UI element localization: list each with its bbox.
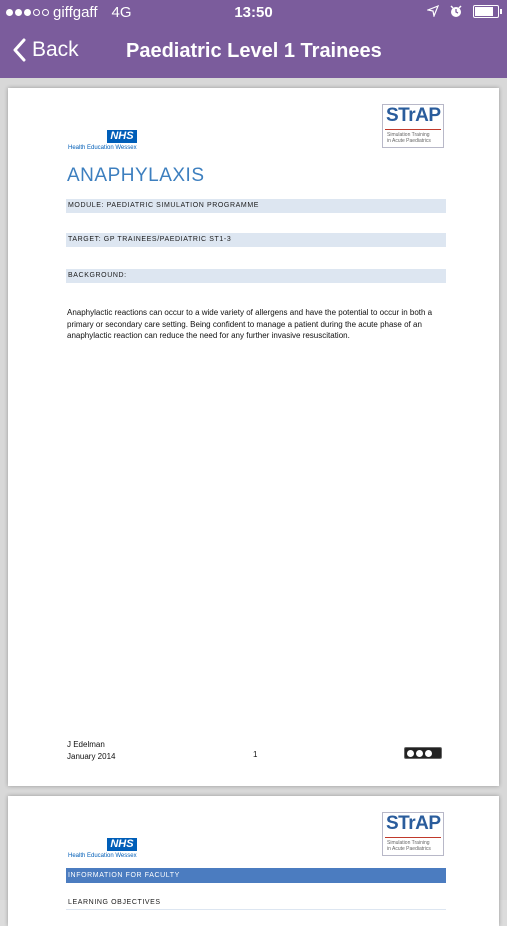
nhs-logo-mark: NHS	[107, 838, 136, 851]
footer-author	[67, 739, 115, 762]
location-arrow-icon	[427, 5, 439, 17]
nhs-logo-subtitle: Health Education Wessex	[68, 853, 137, 859]
status-time: 13:50	[234, 4, 273, 21]
target-label: TARGET: GP TRAINEES/PAEDIATRIC ST1-3	[66, 233, 446, 247]
nhs-logo	[68, 834, 137, 859]
page-number: 1	[253, 750, 258, 759]
back-button[interactable]	[12, 38, 79, 62]
section-heading: INFORMATION FOR FACULTY	[66, 868, 446, 883]
background-paragraph: Anaphylactic reactions can occur to a wide variety of allergens and have the potential to occur in both a primary or secondary care setting. Being confident to manage a patient during the acute phase of an anaphylactic reaction can reduce the need for any further invasive resuscitation.	[67, 308, 433, 341]
strap-logo	[382, 812, 444, 856]
document-date: January 2014	[67, 751, 116, 761]
creative-commons-icon	[404, 747, 442, 759]
strap-logo-subtitle: Simulation Training in Acute Paediatrics	[387, 840, 431, 852]
background-heading: BACKGROUND:	[66, 269, 446, 283]
carrier-name: giffgaff	[53, 4, 98, 21]
network-type: 4G	[111, 4, 132, 21]
strap-logo-text: STrAP	[386, 105, 441, 126]
strap-logo-subtitle: Simulation Training in Acute Paediatrics	[387, 132, 431, 144]
back-label: Back	[32, 38, 79, 61]
chevron-left-icon	[12, 38, 26, 62]
strap-logo-line	[385, 837, 441, 838]
document-page-1	[8, 88, 499, 786]
alarm-clock-icon	[449, 4, 463, 18]
document-page-2	[8, 796, 499, 926]
nhs-logo-mark: NHS	[107, 130, 136, 143]
author-name: J Edelman	[67, 740, 105, 749]
status-bar	[0, 0, 507, 26]
document-viewer[interactable]	[0, 78, 507, 906]
nhs-logo	[68, 126, 137, 151]
module-label: MODULE: PAEDIATRIC SIMULATION PROGRAMME	[66, 199, 446, 213]
strap-logo	[382, 104, 444, 148]
strap-logo-text: STrAP	[386, 813, 441, 834]
navigation-bar	[0, 26, 507, 78]
document-title: ANAPHYLAXIS	[67, 165, 205, 186]
strap-logo-line	[385, 129, 441, 130]
page-title: Paediatric Level 1 Trainees	[126, 40, 382, 62]
status-right	[427, 4, 499, 18]
battery-icon	[473, 5, 499, 18]
nhs-logo-subtitle: Health Education Wessex	[68, 145, 137, 151]
learning-objectives-heading: LEARNING OBJECTIVES	[66, 896, 446, 910]
